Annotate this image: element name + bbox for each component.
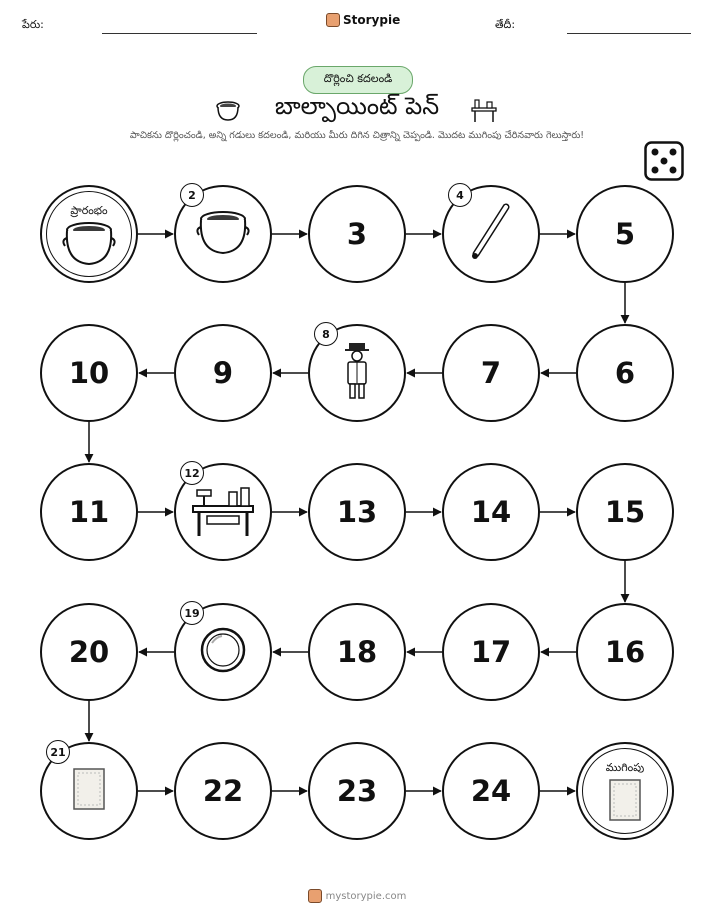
board-cell-10[interactable] xyxy=(40,324,138,422)
footer-site: mystorypie.com xyxy=(325,890,407,902)
page-title: బాల్పాయింట్ పెన్ xyxy=(274,92,440,120)
cell-number: 16 xyxy=(604,635,646,669)
cell-number-chip: 8 xyxy=(314,322,338,346)
cell-number-chip: 19 xyxy=(180,601,204,625)
cell-number: 22 xyxy=(202,774,244,808)
board-cell-15[interactable] xyxy=(576,463,674,561)
instruction-badge: దొర్లించి కదలండి xyxy=(303,66,413,94)
board-cell-14[interactable] xyxy=(442,463,540,561)
board-cell-9[interactable] xyxy=(174,324,272,422)
cell-number: 13 xyxy=(336,495,378,529)
footer xyxy=(0,889,714,903)
board-cell-13[interactable] xyxy=(308,463,406,561)
board-cell-20[interactable] xyxy=(40,603,138,701)
cell-number: 3 xyxy=(346,217,368,251)
paper-icon xyxy=(608,778,642,826)
finish-label: ముగింపు xyxy=(605,761,645,774)
board-cell-17[interactable] xyxy=(442,603,540,701)
board-cell-23[interactable] xyxy=(308,742,406,840)
board-cell-6[interactable] xyxy=(576,324,674,422)
cell-number-chip: 2 xyxy=(180,183,204,207)
board-cell-18[interactable] xyxy=(308,603,406,701)
cell-number: 9 xyxy=(212,356,234,390)
board-cell-3[interactable] xyxy=(308,185,406,283)
cell-number-chip: 4 xyxy=(448,183,472,207)
instructions-text: పాచికను దొర్లించండి, అన్ని గడులు కదలండి, మరియు మీరు దిగిన చిత్రాన్ని చెప్పండి. మొదట ముగింపు చేరినవారు గెలుస్తారు! xyxy=(129,130,585,141)
board-cell-finish[interactable] xyxy=(576,742,674,840)
cell-number: 11 xyxy=(68,495,110,529)
start-label: ప్రారంభం xyxy=(70,204,108,217)
name-label: పేరు: xyxy=(22,18,44,31)
ring-icon xyxy=(198,625,248,679)
bear-icon xyxy=(308,889,322,903)
cell-number: 24 xyxy=(470,774,512,808)
board-cell-11[interactable] xyxy=(40,463,138,561)
man-icon xyxy=(337,341,377,405)
pot-icon xyxy=(195,207,251,261)
pen-icon xyxy=(466,202,516,266)
cell-number: 18 xyxy=(336,635,378,669)
cell-number: 20 xyxy=(68,635,110,669)
cell-number: 23 xyxy=(336,774,378,808)
pot-icon xyxy=(61,218,117,272)
board-cell-22[interactable] xyxy=(174,742,272,840)
workbench-icon xyxy=(187,480,259,544)
cell-number: 15 xyxy=(604,495,646,529)
cell-number: 7 xyxy=(480,356,502,390)
paper-icon xyxy=(72,767,106,815)
brand-name: Storypie xyxy=(343,13,401,27)
cell-number-chip: 12 xyxy=(180,461,204,485)
board-cell-start[interactable] xyxy=(40,185,138,283)
cell-number: 17 xyxy=(470,635,512,669)
cell-number: 10 xyxy=(68,356,110,390)
cell-number: 14 xyxy=(470,495,512,529)
board-cell-24[interactable] xyxy=(442,742,540,840)
date-label: తేదీ: xyxy=(495,18,516,31)
cell-number: 6 xyxy=(614,356,636,390)
cell-number-chip: 21 xyxy=(46,740,70,764)
cell-number: 5 xyxy=(614,217,636,251)
board-cell-16[interactable] xyxy=(576,603,674,701)
board-cell-7[interactable] xyxy=(442,324,540,422)
board-cell-5[interactable] xyxy=(576,185,674,283)
